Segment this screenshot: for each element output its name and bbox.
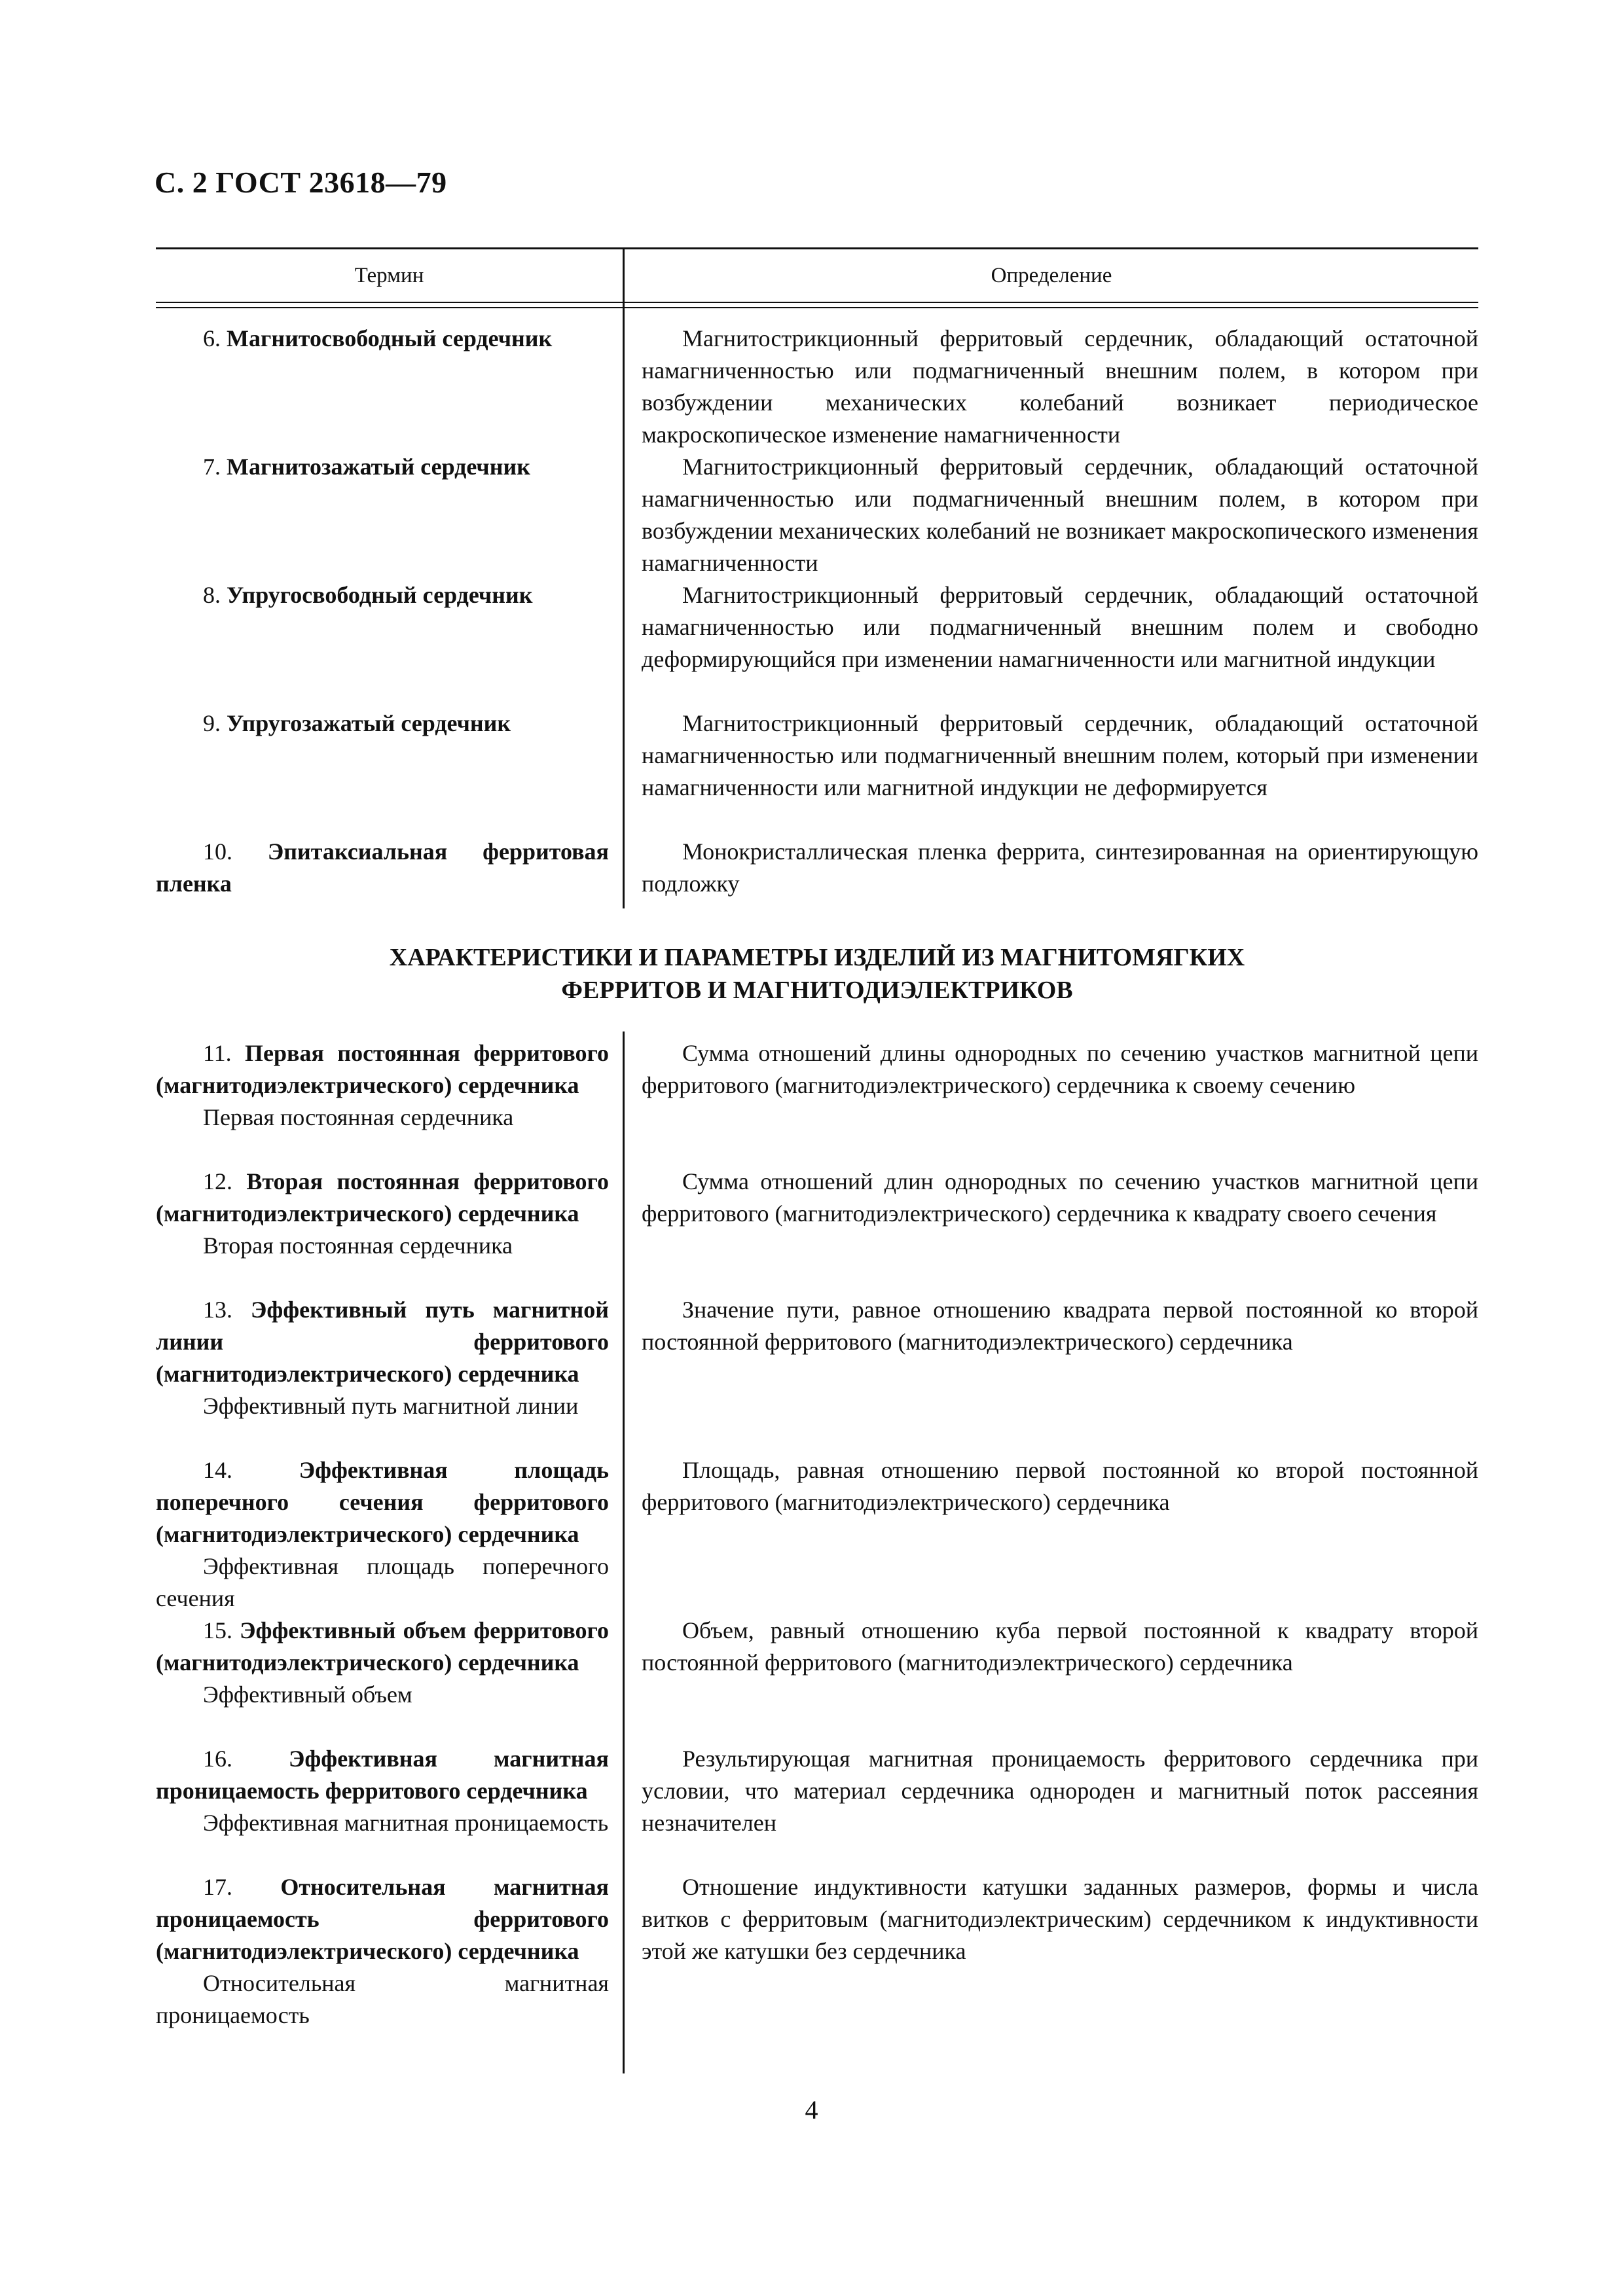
- section-title: [156, 941, 1478, 1007]
- term-heading: 6. Магнитосвободный сердечник: [203, 325, 553, 351]
- term-heading: 7. Магнитозажатый сердечник: [203, 454, 530, 480]
- term-short-form: Первая постоянная сердечника: [203, 1104, 514, 1130]
- definition-cell: Значение пути, равное отношению квадрата первой постоянной ко второй постоянной ферритового (магнитодиэлектрического) сердечника: [642, 1297, 1478, 1355]
- term-cell: [156, 1454, 609, 1615]
- column-divider-upper: [623, 247, 625, 908]
- term-cell: [156, 1871, 609, 2032]
- term-short-form: Относительная магнитная проницаемость: [156, 1970, 609, 2028]
- term-heading: 14. Эффективная площадь поперечного сечения ферритового (магнитодиэлектрического) сердечника: [156, 1457, 609, 1547]
- term-heading: 8. Упругосвободный сердечник: [203, 582, 533, 608]
- term-short-form: Эффективный путь магнитной линии: [203, 1393, 579, 1419]
- column-divider-lower: [623, 1031, 625, 2073]
- definition-cell: Монокристаллическая пленка феррита, синтезированная на ориентирующую подложку: [642, 838, 1478, 897]
- definition-cell: Отношение индуктивности катушки заданных размеров, формы и числа витков с ферритовым (магнитодиэлектрическим) сердечником к индуктивности этой же катушки без сердечника: [642, 1874, 1478, 1964]
- page-number: 4: [805, 2095, 818, 2125]
- term-cell: [156, 1743, 609, 1839]
- page-header: С. 2 ГОСТ 23618—79: [155, 166, 447, 199]
- term-cell: [156, 1037, 609, 1134]
- term-heading: 13. Эффективный путь магнитной линии ферритового (магнитодиэлектрического) сердечника: [156, 1297, 609, 1387]
- term-short-form: Эффективная магнитная проницаемость: [203, 1810, 609, 1836]
- definition-cell: Сумма отношений длины однородных по сечению участков магнитной цепи ферритового (магнитодиэлектрического) сердечника к своему сечению: [642, 1040, 1478, 1098]
- header-term: Термин: [354, 264, 424, 287]
- header-definition: Определение: [991, 264, 1112, 287]
- table-header-row: [156, 249, 1478, 302]
- term-heading: 15. Эффективный объем ферритового (магнитодиэлектрического) сердечника: [156, 1617, 609, 1676]
- term-heading: 9. Упругозажатый сердечник: [203, 710, 511, 736]
- definition-cell: Сумма отношений длин однородных по сечению участков магнитной цепи ферритового (магнитодиэлектрического) сердечника к квадрату своего сечения: [642, 1168, 1478, 1227]
- term-short-form: Вторая постоянная сердечника: [203, 1232, 513, 1259]
- definition-cell: Магнитострикционный ферритовый сердечник, обладающий остаточной намагниченностью или подмагниченный внешним полем, который при изменении намагниченности или магнитной индукции не деформируется: [642, 710, 1478, 800]
- term-cell: [156, 836, 609, 900]
- term-cell: [156, 1615, 609, 1711]
- term-heading: 10. Эпитаксиальная ферритовая пленка: [156, 838, 610, 897]
- term-heading: 12. Вторая постоянная ферритового (магнитодиэлектрического) сердечника: [156, 1168, 610, 1227]
- header-rule-lower: [156, 307, 1478, 308]
- section-title-line-1: ХАРАКТЕРИСТИКИ И ПАРАМЕТРЫ ИЗДЕЛИЙ ИЗ МАГНИТОМЯГКИХ: [389, 944, 1245, 971]
- term-heading: 17. Относительная магнитная проницаемость ферритового (магнитодиэлектрического) сердечника: [156, 1874, 609, 1964]
- term-cell: [156, 1166, 609, 1262]
- term-short-form: Эффективный объем: [203, 1681, 412, 1708]
- definition-cell: Объем, равный отношению куба первой постоянной к квадрату второй постоянной ферритового (магнитодиэлектрического) сердечника: [642, 1617, 1478, 1676]
- definition-cell: Магнитострикционный ферритовый сердечник, обладающий остаточной намагниченностью или подмагниченный внешним полем, в котором при возбуждении механических колебаний возникает периодическое макроскопическое изменение намагниченности: [642, 325, 1478, 448]
- definition-cell: Магнитострикционный ферритовый сердечник, обладающий остаточной намагниченностью или подмагниченный внешним полем, в котором при возбуждении механических колебаний не возникает макроскопического изменения намагниченности: [642, 454, 1478, 576]
- term-heading: 11. Первая постоянная ферритового (магнитодиэлектрического) сердечника: [156, 1040, 610, 1098]
- section-title-line-2: ФЕРРИТОВ И МАГНИТОДИЭЛЕКТРИКОВ: [561, 977, 1073, 1004]
- term-cell: [156, 323, 609, 355]
- term-heading: 16. Эффективная магнитная проницаемость ферритового сердечника: [156, 1746, 609, 1804]
- header-rule-upper: [156, 302, 1478, 303]
- definition-cell: Результирующая магнитная проницаемость ферритового сердечника при условии, что материал сердечника однороден и магнитный поток рассеяния незначителен: [642, 1746, 1478, 1836]
- term-cell: [156, 451, 609, 483]
- term-cell: [156, 579, 609, 611]
- term-cell: [156, 1294, 609, 1422]
- definition-cell: Площадь, равная отношению первой постоянной ко второй постоянной ферритового (магнитодиэлектрического) сердечника: [642, 1457, 1478, 1515]
- term-cell: [156, 708, 609, 740]
- definition-cell: Магнитострикционный ферритовый сердечник, обладающий остаточной намагниченностью или подмагниченный внешним полем и свободно деформирующийся при изменении намагниченности или магнитной индукции: [642, 582, 1478, 672]
- term-short-form: Эффективная площадь поперечного сечения: [156, 1553, 609, 1611]
